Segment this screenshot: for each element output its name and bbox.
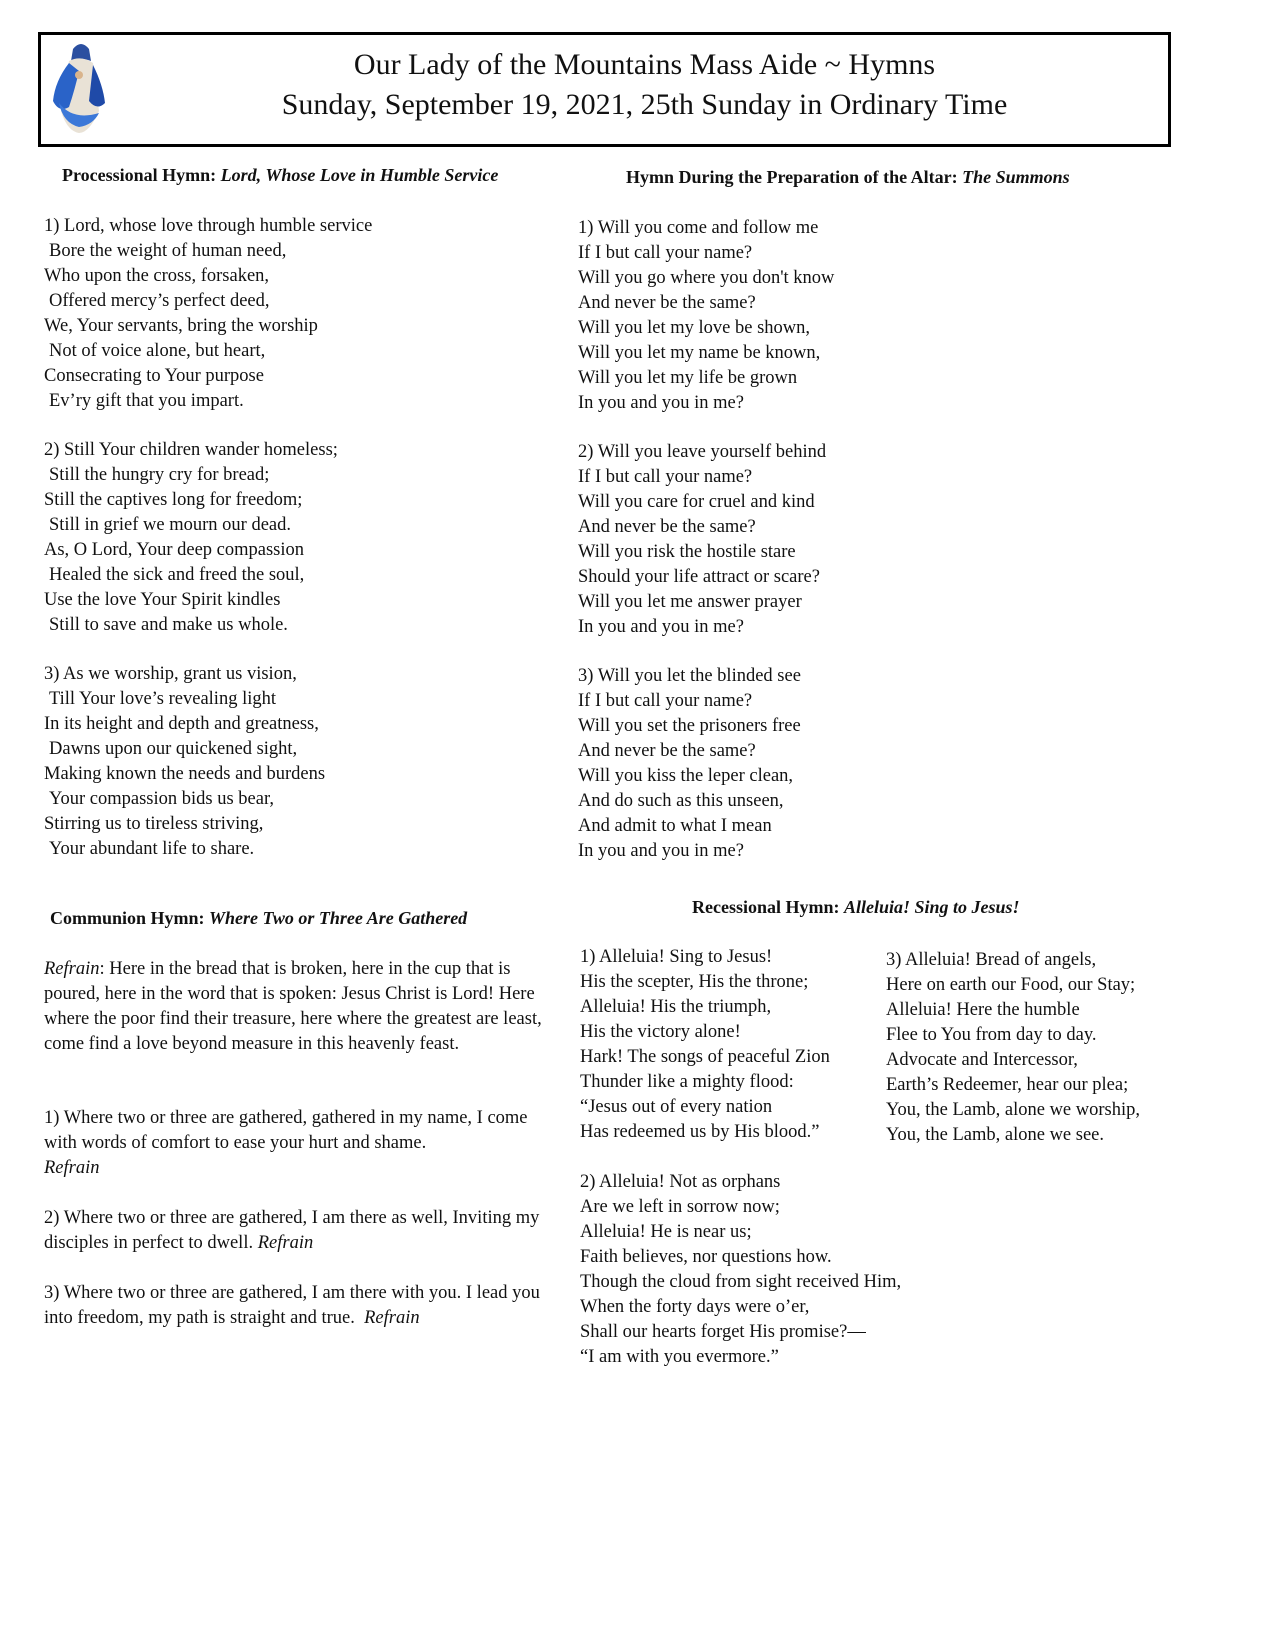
verse-line: Till Your love’s revealing light xyxy=(49,689,276,709)
preparation-verse-3 xyxy=(578,664,801,864)
verse-line: Alleluia! He is near us; xyxy=(580,1222,752,1242)
verse-line: Faith believes, nor questions how. xyxy=(580,1247,832,1267)
communion-verse-1-text: 1) Where two or three are gathered, gathered in my name, I come with words of comfort to ease your hurt and shame. xyxy=(44,1108,528,1153)
communion-verse-1 xyxy=(44,1106,552,1181)
madonna-image xyxy=(49,41,107,137)
communion-refrain xyxy=(44,957,552,1057)
verse-line: Has redeemed us by His blood.” xyxy=(580,1122,820,1142)
recessional-verse-1 xyxy=(580,945,830,1145)
verse-line: Will you let my love be shown, xyxy=(578,318,811,338)
verse-line: Will you let my name be known, xyxy=(578,343,821,363)
verse-line: Will you let me answer prayer xyxy=(578,592,802,612)
refrain-marker: Refrain xyxy=(257,1233,314,1253)
communion-verse-3-text: 3) Where two or three are gathered, I am there with you. I lead you into freedom, my path is straight and true. xyxy=(44,1283,540,1328)
verse-line: If I but call your name? xyxy=(578,467,753,487)
verse-line: Though the cloud from sight received Him, xyxy=(580,1272,902,1292)
verse-line: 1) Will you come and follow me xyxy=(578,218,819,238)
verse-line: Use the love Your Spirit kindles xyxy=(44,590,281,610)
refrain-label: Refrain xyxy=(44,959,100,979)
verse-line: You, the Lamb, alone we worship, xyxy=(886,1100,1141,1120)
verse-line: 3) Will you let the blinded see xyxy=(578,666,801,686)
communion-verse-3 xyxy=(44,1281,552,1331)
preparation-verse-2 xyxy=(578,440,826,640)
verse-line: Flee to You from day to day. xyxy=(886,1025,1097,1045)
verse-line: If I but call your name? xyxy=(578,691,753,711)
verse-line: And never be the same? xyxy=(578,741,756,761)
refrain-text: : Here in the bread that is broken, here in the cup that is poured, here in the word that is spoken: Jesus Christ is Lord! Here where the poor find their treasure, here where the greatest are least, come find a love beyond measure in this heavenly feast. xyxy=(44,959,542,1054)
verse-line: Advocate and Intercessor, xyxy=(886,1050,1078,1070)
verse-line: Your compassion bids us bear, xyxy=(49,789,275,809)
processional-verse-2 xyxy=(44,438,338,638)
verse-line: Hark! The songs of peaceful Zion xyxy=(580,1047,830,1067)
header-date: Sunday, September 19, 2021, 25th Sunday in Ordinary Time xyxy=(281,88,1008,121)
verse-line: In you and you in me? xyxy=(578,841,744,861)
verse-line: 3) Alleluia! Bread of angels, xyxy=(886,950,1097,970)
verse-line: And never be the same? xyxy=(578,293,756,313)
verse-line: “Jesus out of every nation xyxy=(580,1097,773,1117)
verse-line: 2) Alleluia! Not as orphans xyxy=(580,1172,781,1192)
verse-line: Consecrating to Your purpose xyxy=(44,366,264,386)
verse-line: In you and you in me? xyxy=(578,393,744,413)
communion-verse-2-text: 2) Where two or three are gathered, I am there as well, Inviting my disciples in perfect to dwell. xyxy=(44,1208,540,1253)
verse-line: We, Your servants, bring the worship xyxy=(44,316,318,336)
verse-line: Will you go where you don't know xyxy=(578,268,835,288)
verse-line: His the victory alone! xyxy=(580,1022,741,1042)
processional-verse-3 xyxy=(44,662,325,862)
processional-name: Lord, Whose Love in Humble Service xyxy=(220,165,499,185)
verse-line: Still the captives long for freedom; xyxy=(44,490,303,510)
verse-line: In its height and depth and greatness, xyxy=(44,714,319,734)
verse-line: And admit to what I mean xyxy=(578,816,772,836)
recessional-verse-2 xyxy=(580,1170,901,1370)
header-box xyxy=(38,32,1171,147)
verse-line: 3) As we worship, grant us vision, xyxy=(44,664,297,684)
verse-line: Making known the needs and burdens xyxy=(44,764,326,784)
preparation-verse-1 xyxy=(578,216,834,416)
verse-line: Will you kiss the leper clean, xyxy=(578,766,794,786)
verse-line: Still to save and make us whole. xyxy=(49,615,288,635)
verse-line: Should your life attract or scare? xyxy=(578,567,820,587)
communion-title xyxy=(50,908,467,929)
processional-verse-1 xyxy=(44,214,372,414)
refrain-marker: Refrain xyxy=(364,1308,420,1328)
verse-line: Still in grief we mourn our dead. xyxy=(49,515,291,535)
verse-line: Shall our hearts forget His promise?— xyxy=(580,1322,866,1342)
processional-label: Processional Hymn: xyxy=(62,165,217,185)
verse-line: His the scepter, His the throne; xyxy=(580,972,809,992)
verse-line: Will you set the prisoners free xyxy=(578,716,801,736)
verse-line: When the forty days were o’er, xyxy=(580,1297,810,1317)
header-title: Our Lady of the Mountains Mass Aide ~ Hymns xyxy=(353,48,936,81)
verse-line: Here on earth our Food, our Stay; xyxy=(886,975,1136,995)
recessional-title xyxy=(692,897,1020,918)
verse-line: “I am with you evermore.” xyxy=(580,1347,779,1367)
processional-title xyxy=(62,165,498,186)
verse-line: Your abundant life to share. xyxy=(49,839,255,859)
verse-line: Offered mercy’s perfect deed, xyxy=(49,291,270,311)
communion-label: Communion Hymn: xyxy=(50,908,205,928)
verse-line: Ev’ry gift that you impart. xyxy=(49,391,244,411)
verse-line: If I but call your name? xyxy=(578,243,753,263)
verse-line: Will you risk the hostile stare xyxy=(578,542,796,562)
verse-line: 2) Will you leave yourself behind xyxy=(578,442,827,462)
verse-line: And do such as this unseen, xyxy=(578,791,784,811)
verse-line: Alleluia! Here the humble xyxy=(886,1000,1080,1020)
verse-line: Earth’s Redeemer, hear our plea; xyxy=(886,1075,1129,1095)
preparation-title xyxy=(626,167,1070,188)
preparation-label: Hymn During the Preparation of the Altar: xyxy=(626,167,958,187)
verse-line: Who upon the cross, forsaken, xyxy=(44,266,270,286)
verse-line: Stirring us to tireless striving, xyxy=(44,814,264,834)
preparation-name: The Summons xyxy=(962,167,1070,187)
verse-line: You, the Lamb, alone we see. xyxy=(886,1125,1105,1145)
verse-line: Still the hungry cry for bread; xyxy=(49,465,270,485)
verse-line: Are we left in sorrow now; xyxy=(580,1197,780,1217)
verse-line: Alleluia! His the triumph, xyxy=(580,997,772,1017)
verse-line: Will you let my life be grown xyxy=(578,368,798,388)
refrain-marker: Refrain xyxy=(44,1158,100,1178)
communion-name: Where Two or Three Are Gathered xyxy=(209,908,468,928)
verse-line: Dawns upon our quickened sight, xyxy=(49,739,298,759)
recessional-label: Recessional Hymn: xyxy=(692,897,840,917)
recessional-verse-3 xyxy=(886,948,1140,1148)
verse-line: 2) Still Your children wander homeless; xyxy=(44,440,338,460)
recessional-name: Alleluia! Sing to Jesus! xyxy=(844,897,1020,917)
verse-line: 1) Lord, whose love through humble service xyxy=(44,216,373,236)
verse-line: 1) Alleluia! Sing to Jesus! xyxy=(580,947,773,967)
verse-line: In you and you in me? xyxy=(578,617,744,637)
verse-line: Healed the sick and freed the soul, xyxy=(49,565,305,585)
verse-line: Bore the weight of human need, xyxy=(49,241,287,261)
communion-verse-2 xyxy=(44,1206,552,1256)
verse-line: Will you care for cruel and kind xyxy=(578,492,815,512)
verse-line: As, O Lord, Your deep compassion xyxy=(44,540,305,560)
verse-line: Not of voice alone, but heart, xyxy=(49,341,266,361)
verse-line: And never be the same? xyxy=(578,517,756,537)
verse-line: Thunder like a mighty flood: xyxy=(580,1072,794,1092)
